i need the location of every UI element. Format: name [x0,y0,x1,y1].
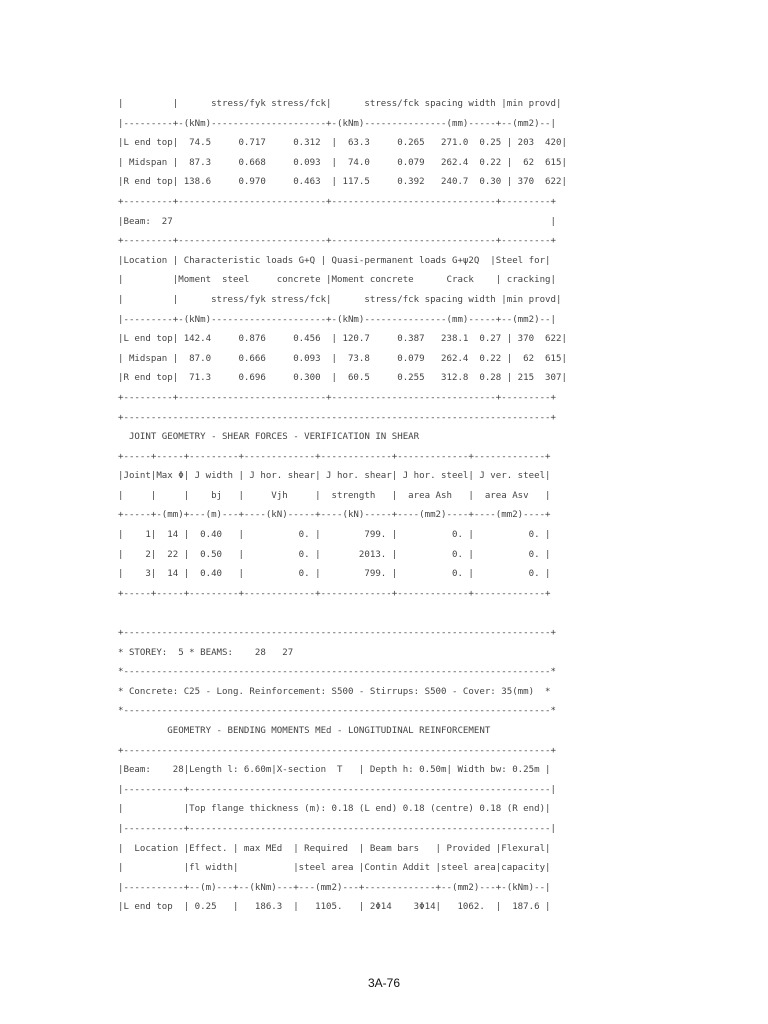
printout-line: +------------------------------------------------------------------------------+ [118,628,556,639]
printout-line: +---------+---------------------------+------------------------------+---------+ [118,196,556,207]
printout-line: | | | bj | Vjh | strength | area Ash | area Asv | [118,490,551,501]
printout-line: +-----+-----+---------+-------------+-------------+-------------+-------------+ [118,451,551,462]
printout-line: | |fl width| |steel area |Contin Addit |steel area|capacity| [118,863,551,874]
printout-line: *------------------------------------------------------------------------------* [118,667,556,678]
printout-line: |---------+-(kNm)---------------------+-(kNm)---------------(mm)-----+--(mm2)--| [118,314,556,325]
printout-line: |-----------+--(m)---+--(kNm)---+---(mm2)---+-------------+--(mm2)---+-(kNm)--| [118,882,551,893]
printout-line: |---------+-(kNm)---------------------+-(kNm)---------------(mm)-----+--(mm2)--| [118,118,556,129]
printout-line: |R end top| 71.3 0.696 0.300 | 60.5 0.255 312.8 0.28 | 215 307| [118,373,567,384]
printout-line: JOINT GEOMETRY - SHEAR FORCES - VERIFICATION IN SHEAR [118,432,420,443]
printout-line: | 1| 14 | 0.40 | 0. | 799. | 0. | 0. | [118,530,551,541]
printout-line: |-----------+------------------------------------------------------------------| [118,784,556,795]
printout-line: |L end top | 0.25 | 186.3 | 1105. | 2Φ14 3Φ14| 1062. | 187.6 | [118,902,551,913]
printout-line: +-----+-(mm)+---(m)---+----(kN)-----+----(kN)-----+----(mm2)----+----(mm2)----+ [118,510,551,521]
printout-line: *------------------------------------------------------------------------------* [118,706,556,717]
printout-line: +------------------------------------------------------------------------------+ [118,745,556,756]
printout-line: | |Top flange thickness (m): 0.18 (L end) 0.18 (centre) 0.18 (R end)| [118,804,551,815]
printout-line: |R end top| 138.6 0.970 0.463 | 117.5 0.392 240.7 0.30 | 370 622| [118,177,567,188]
printout-line: | Midspan | 87.3 0.668 0.093 | 74.0 0.079 262.4 0.22 | 62 615| [118,157,567,168]
printout-line: | Location |Effect. | max MEd | Required | Beam bars | Provided |Flexural| [118,843,551,854]
printout-line: |Location | Characteristic loads G+Q | Quasi-permanent loads G+ψ2Q |Steel for| [118,255,551,266]
printout-line: |Beam: 28|Length l: 6.60m|X-section T | Depth h: 0.50m| Width bw: 0.25m | [118,765,551,776]
printout-line: | 3| 14 | 0.40 | 0. | 799. | 0. | 0. | [118,569,551,580]
printout-line: | | stress/fyk stress/fck| stress/fck spacing width |min provd| [118,294,562,305]
printout-line: | 2| 22 | 0.50 | 0. | 2013. | 0. | 0. | [118,549,551,560]
printout-line [118,604,678,624]
calculation-printout [118,95,678,918]
printout-line: |L end top| 74.5 0.717 0.312 | 63.3 0.265 271.0 0.25 | 203 420| [118,138,567,149]
printout-line: +-----+-----+---------+-------------+-------------+-------------+-------------+ [118,588,551,599]
printout-line: * Concrete: C25 - Long. Reinforcement: S500 - Stirrups: S500 - Cover: 35(mm) * [118,686,551,697]
printout-line: | |Moment steel concrete |Moment concrete Crack | cracking| [118,275,556,286]
printout-line: +---------+---------------------------+------------------------------+---------+ [118,236,556,247]
printout-line: | | stress/fyk stress/fck| stress/fck spacing width |min provd| [118,99,562,109]
printout-line: |Joint|Max Φ| J width | J hor. shear| J hor. shear| J hor. steel| J ver. steel| [118,471,551,482]
printout-line: | Midspan | 87.0 0.666 0.093 | 73.8 0.079 262.4 0.22 | 62 615| [118,353,567,364]
printout-line: |-----------+------------------------------------------------------------------| [118,823,556,834]
printout-line: GEOMETRY - BENDING MOMENTS MEd - LONGITUDINAL REINFORCEMENT [118,726,491,736]
printout-line: +------------------------------------------------------------------------------+ [118,412,556,423]
printout-line: |Beam: 27 | [118,216,556,227]
printout-line: |L end top| 142.4 0.876 0.456 | 120.7 0.387 238.1 0.27 | 370 622| [118,334,567,345]
printout-line: * STOREY: 5 * BEAMS: 28 27 [118,647,294,658]
page-number: 3A-76 [367,976,401,990]
printout-line: +---------+---------------------------+------------------------------+---------+ [118,392,556,403]
